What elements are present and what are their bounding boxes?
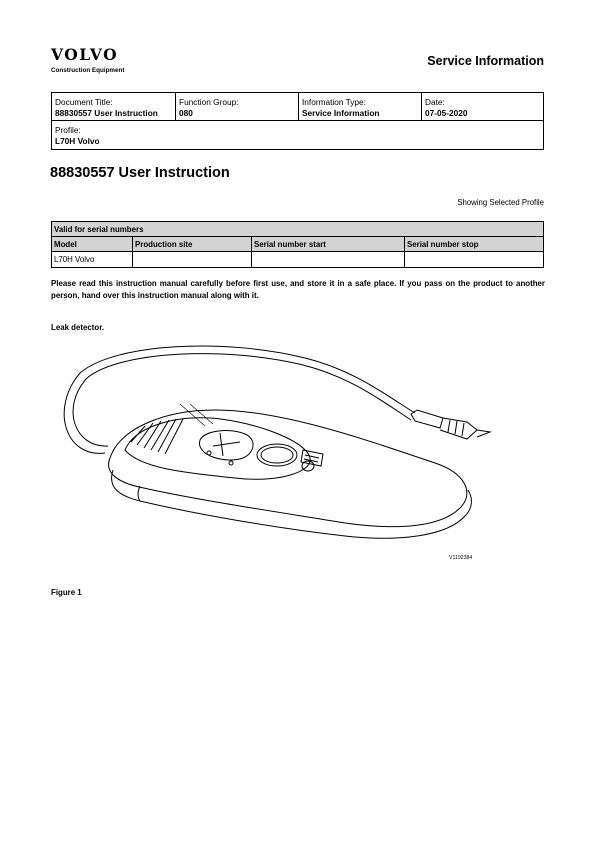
cell-serial-stop bbox=[405, 252, 544, 268]
profile-note: Showing Selected Profile bbox=[457, 198, 544, 207]
table-header-row bbox=[52, 237, 544, 252]
document-info-box bbox=[51, 92, 544, 150]
information-type-cell bbox=[298, 93, 421, 121]
function-group-cell bbox=[175, 93, 298, 121]
info-row bbox=[52, 93, 543, 121]
profile-label: Profile: bbox=[55, 125, 81, 135]
table-caption-row bbox=[52, 222, 544, 237]
document-heading: 88830557 User Instruction bbox=[50, 165, 230, 181]
logo-wordmark: VOLVO bbox=[51, 45, 119, 64]
date-cell bbox=[421, 93, 543, 121]
warning-paragraph: Please read this instruction manual carefully before first use, and store it in a safe place. If you pass on the product to another person, hand over this instruction manual along with it. bbox=[51, 279, 545, 300]
table-row bbox=[52, 252, 544, 268]
information-type-value: Service Information bbox=[302, 108, 380, 118]
date-label: Date: bbox=[425, 97, 445, 107]
document-title-value: 88830557 User Instruction bbox=[55, 108, 158, 118]
cell-model: L70H Volvo bbox=[52, 252, 133, 268]
figure-heading: Leak detector. bbox=[51, 323, 105, 332]
figure-caption: Figure 1 bbox=[51, 588, 82, 597]
page-header-title: Service Information bbox=[427, 54, 544, 68]
column-header-production-site: Production site bbox=[133, 237, 252, 252]
function-group-label: Function Group: bbox=[179, 97, 239, 107]
date-value: 07-05-2020 bbox=[425, 108, 468, 118]
serial-number-table bbox=[51, 221, 544, 268]
cell-serial-start bbox=[252, 252, 405, 268]
column-header-serial-start: Serial number start bbox=[252, 237, 405, 252]
leak-detector-illustration bbox=[45, 338, 495, 570]
information-type-label: Information Type: bbox=[302, 97, 366, 107]
cell-production-site bbox=[133, 252, 252, 268]
column-header-serial-stop: Serial number stop bbox=[405, 237, 544, 252]
document-title-cell bbox=[52, 93, 175, 121]
profile-value: L70H Volvo bbox=[55, 136, 100, 146]
function-group-value: 080 bbox=[179, 108, 193, 118]
figure-code: V1192384 bbox=[449, 555, 473, 561]
table-caption: Valid for serial numbers bbox=[52, 222, 544, 237]
document-title-label: Document Title: bbox=[55, 97, 113, 107]
profile-cell bbox=[52, 121, 103, 147]
column-header-model: Model bbox=[52, 237, 133, 252]
logo-subtitle: Construction Equipment bbox=[51, 67, 125, 74]
volvo-logo bbox=[51, 47, 124, 74]
